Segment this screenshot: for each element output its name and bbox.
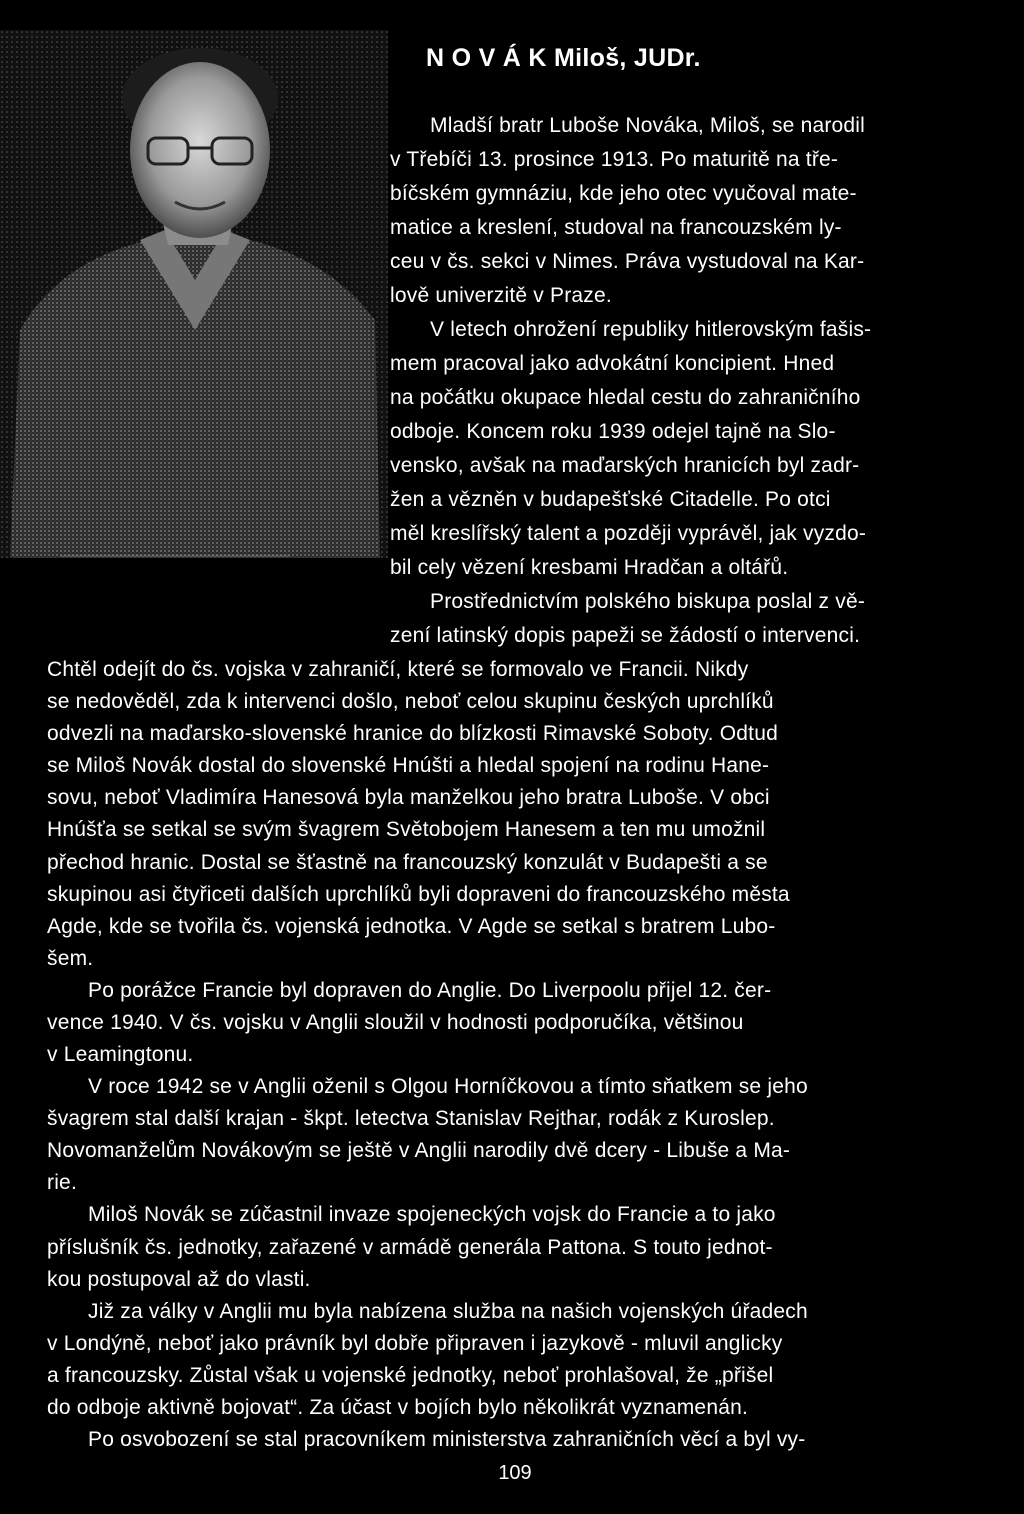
- text-line: měl kreslířský talent a později vyprávěl, jak vyzdo-: [390, 522, 867, 545]
- text-line: šem.: [47, 947, 94, 970]
- text-line: V roce 1942 se v Anglii oženil s Olgou Horníčkovou a tímto sňatkem se jeho: [88, 1075, 808, 1098]
- text-line: vence 1940. V čs. vojsku v Anglii sloužil v hodnosti podporučíka, většinou: [47, 1011, 744, 1034]
- text-line: do odboje aktivně bojovat“. Za účast v bojích bylo několikrát vyznamenán.: [47, 1396, 748, 1419]
- text-line: Novomanželům Novákovým se ještě v Anglii narodily dvě dcery - Libuše a Ma-: [47, 1139, 791, 1162]
- text-line: v Třebíči 13. prosince 1913. Po maturitě na tře-: [390, 148, 839, 171]
- text-line: Agde, kde se tvořila čs. vojenská jednotka. V Agde se setkal s bratrem Lubo-: [47, 915, 776, 938]
- text-line: v Leamingtonu.: [47, 1043, 194, 1066]
- text-line: na počátku okupace hledal cestu do zahraničního: [390, 386, 861, 409]
- text-line: Již za války v Anglii mu byla nabízena služba na našich vojenských úřadech: [88, 1300, 808, 1323]
- page-title: N O V Á K Miloš, JUDr.: [426, 44, 701, 72]
- text-line: Prostřednictvím polského biskupa poslal z vě-: [430, 590, 866, 613]
- text-line: sovu, neboť Vladimíra Hanesová byla manželkou jeho bratra Luboše. V obci: [47, 786, 770, 809]
- text-line: V letech ohrožení republiky hitlerovským fašis-: [430, 318, 872, 341]
- page-number: 109: [498, 1462, 532, 1484]
- text-line: Mladší bratr Luboše Nováka, Miloš, se narodil: [430, 114, 866, 137]
- text-line: odvezli na maďarsko-slovenské hranice do blízkosti Rimavské Soboty. Odtud: [47, 722, 778, 745]
- text-line: a francouzsky. Zůstal však u vojenské jednotky, neboť prohlašoval, že „přišel: [47, 1364, 774, 1387]
- text-line: bíčském gymnáziu, kde jeho otec vyučoval mate-: [390, 182, 857, 205]
- text-line: přechod hranic. Dostal se šťastně na francouzský konzulát v Budapešti a se: [47, 851, 768, 874]
- text-line: skupinou asi čtyřiceti dalších uprchlíků byli dopraveni do francouzského města: [47, 883, 790, 906]
- text-line: Po porážce Francie byl dopraven do Anglie. Do Liverpoolu přijel 12. čer-: [88, 979, 772, 1002]
- text-line: v Londýně, neboť jako právník byl dobře připraven i jazykově - mluvil anglicky: [47, 1332, 783, 1355]
- text-line: Chtěl odejít do čs. vojska v zahraničí, které se formovalo ve Francii. Nikdy: [47, 658, 749, 681]
- text-line: mem pracoval jako advokátní koncipient. Hned: [390, 352, 835, 375]
- portrait-photo: [0, 30, 388, 558]
- text-line: příslušník čs. jednotky, zařazené v armádě generála Pattona. S touto jednot-: [47, 1236, 773, 1259]
- text-line: bil cely vězení kresbami Hradčan a oltářů.: [390, 556, 789, 579]
- text-line: matice a kreslení, studoval na francouzském ly-: [390, 216, 842, 239]
- text-line: Miloš Novák se zúčastnil invaze spojeneckých vojsk do Francie a to jako: [88, 1203, 776, 1226]
- text-line: Hnúšťa se setkal se svým švagrem Světobojem Hanesem a ten mu umožnil: [47, 818, 766, 841]
- text-line: ceu v čs. sekci v Nimes. Práva vystudoval na Kar-: [390, 250, 865, 273]
- text-line: zení latinský dopis papeži se žádostí o intervenci.: [390, 624, 861, 647]
- text-line: lově univerzitě v Praze.: [390, 284, 612, 307]
- text-line: vensko, avšak na maďarských hranicích byl zadr-: [390, 454, 860, 477]
- text-line: žen a vězněn v budapešťské Citadelle. Po otci: [390, 488, 831, 511]
- text-line: rie.: [47, 1171, 77, 1194]
- text-line: odboje. Koncem roku 1939 odejel tajně na Slo-: [390, 420, 836, 443]
- text-line: Po osvobození se stal pracovníkem ministerstva zahraničních věcí a byl vy-: [88, 1428, 806, 1451]
- text-line: švagrem stal další krajan - škpt. letectva Stanislav Rejthar, rodák z Kuroslep.: [47, 1107, 775, 1130]
- text-line: se nedověděl, zda k intervenci došlo, neboť celou skupinu českých uprchlíků: [47, 690, 774, 713]
- text-line: kou postupoval až do vlasti.: [47, 1268, 311, 1291]
- text-line: se Miloš Novák dostal do slovenské Hnúšti a hledal spojení na rodinu Hane-: [47, 754, 770, 777]
